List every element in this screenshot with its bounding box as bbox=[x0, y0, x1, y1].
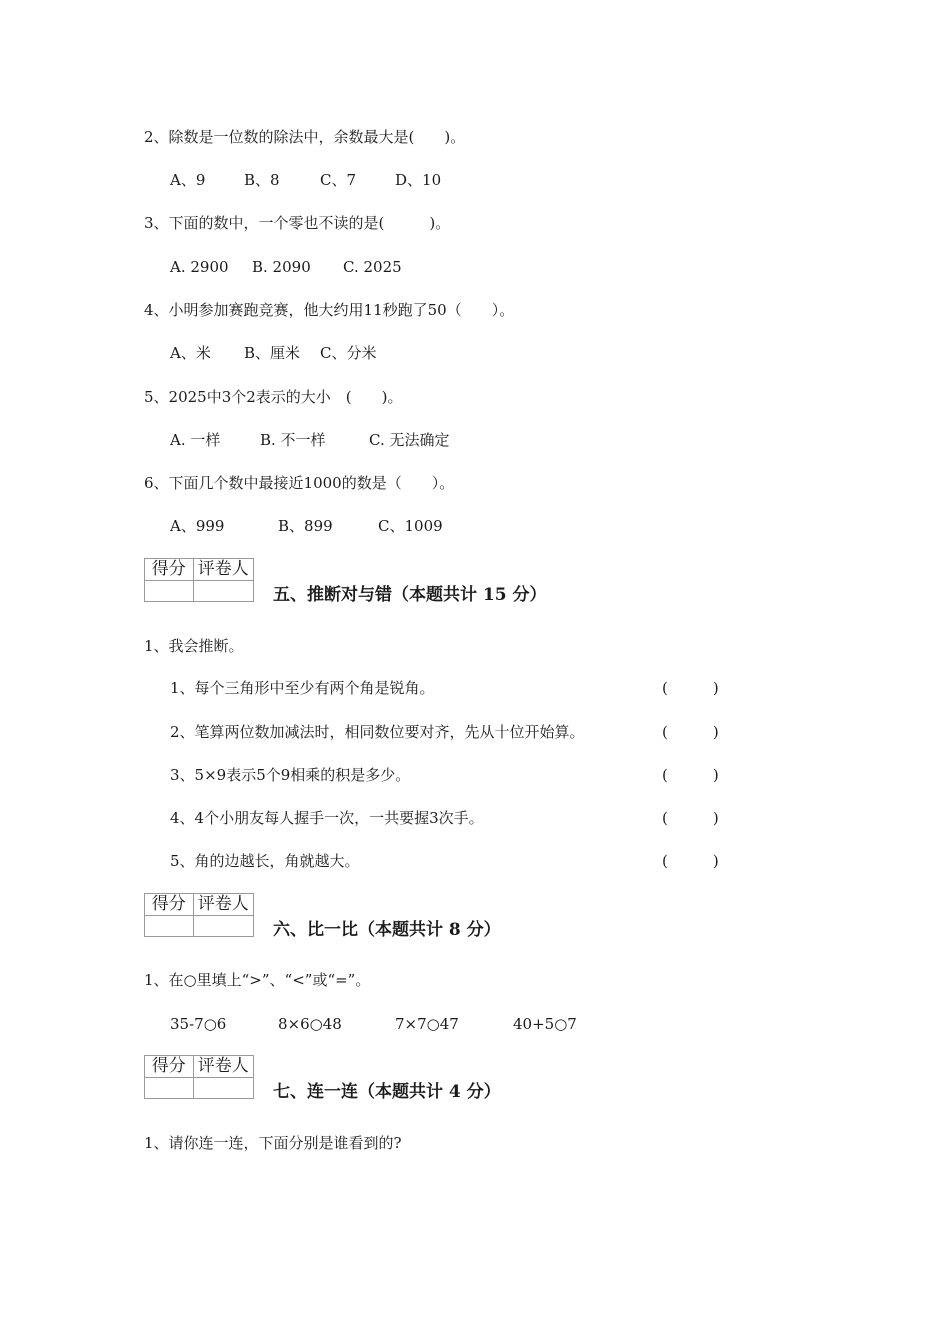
judge-text: 3、5×9表示5个9相乘的积是多少。 bbox=[170, 766, 411, 784]
judge-text: 2、笔算两位数加减法时，相同数位要对齐，先从十位开始算。 bbox=[170, 723, 585, 741]
grader-label: 评卷人 bbox=[193, 559, 253, 581]
grader-cell bbox=[193, 1077, 253, 1099]
score-cell bbox=[145, 1077, 194, 1099]
compare-expr: 40+5○7 bbox=[513, 1015, 577, 1033]
option-c: C、分米 bbox=[320, 344, 377, 362]
answer-paren: ( ) bbox=[662, 809, 719, 827]
score-label: 得分 bbox=[145, 894, 194, 916]
answer-paren: ( ) bbox=[662, 852, 719, 870]
option-a: A. 一样 bbox=[170, 431, 221, 449]
option-b: B、8 bbox=[244, 171, 280, 189]
answer-paren: ( ) bbox=[662, 766, 719, 784]
section-title: 五、推断对与错（本题共计 15 分） bbox=[273, 585, 547, 605]
section-intro: 1、请你连一连，下面分别是谁看到的? bbox=[144, 1134, 402, 1152]
compare-expr: 7×7○47 bbox=[395, 1015, 459, 1033]
section-title: 七、连一连（本题共计 4 分） bbox=[273, 1082, 501, 1102]
score-box bbox=[144, 1055, 254, 1099]
option-b: B、厘米 bbox=[244, 344, 301, 362]
option-b: B. 不一样 bbox=[260, 431, 326, 449]
grader-label: 评卷人 bbox=[193, 894, 253, 916]
option-c: C. 无法确定 bbox=[369, 431, 450, 449]
section-title: 六、比一比（本题共计 8 分） bbox=[273, 920, 501, 940]
grader-label: 评卷人 bbox=[193, 1056, 253, 1078]
option-a: A、9 bbox=[170, 171, 206, 189]
score-cell bbox=[145, 915, 194, 937]
option-d: D、10 bbox=[395, 171, 442, 189]
judge-text: 1、每个三角形中至少有两个角是锐角。 bbox=[170, 679, 435, 697]
score-label: 得分 bbox=[145, 1056, 194, 1078]
question-text: 6、下面几个数中最接近1000的数是（ ）。 bbox=[144, 474, 455, 492]
option-c: C、1009 bbox=[378, 517, 443, 535]
grader-cell bbox=[193, 915, 253, 937]
question-text: 4、小明参加赛跑竞赛，他大约用11秒跑了50（ ）。 bbox=[144, 301, 515, 319]
option-b: B、899 bbox=[278, 517, 333, 535]
grader-cell bbox=[193, 580, 253, 602]
option-a: A. 2900 bbox=[170, 258, 229, 276]
answer-paren: ( ) bbox=[662, 679, 719, 697]
score-box bbox=[144, 558, 254, 602]
compare-expr: 35-7○6 bbox=[170, 1015, 227, 1033]
section-intro: 1、我会推断。 bbox=[144, 637, 244, 655]
option-b: B. 2090 bbox=[252, 258, 311, 276]
option-a: A、米 bbox=[170, 344, 211, 362]
score-box bbox=[144, 893, 254, 937]
section-intro: 1、在○里填上“>”、“<”或“=”。 bbox=[144, 971, 371, 989]
option-a: A、999 bbox=[170, 517, 225, 535]
judge-text: 4、4个小朋友每人握手一次，一共要握3次手。 bbox=[170, 809, 484, 827]
option-c: C. 2025 bbox=[343, 258, 402, 276]
score-cell bbox=[145, 580, 194, 602]
answer-paren: ( ) bbox=[662, 723, 719, 741]
judge-text: 5、角的边越长，角就越大。 bbox=[170, 852, 360, 870]
question-text: 3、下面的数中，一个零也不读的是( )。 bbox=[144, 214, 451, 232]
score-label: 得分 bbox=[145, 559, 194, 581]
question-text: 5、2025中3个2表示的大小 ( )。 bbox=[144, 388, 403, 406]
compare-expr: 8×6○48 bbox=[278, 1015, 342, 1033]
option-c: C、7 bbox=[320, 171, 357, 189]
question-text: 2、除数是一位数的除法中，余数最大是( )。 bbox=[144, 128, 466, 146]
